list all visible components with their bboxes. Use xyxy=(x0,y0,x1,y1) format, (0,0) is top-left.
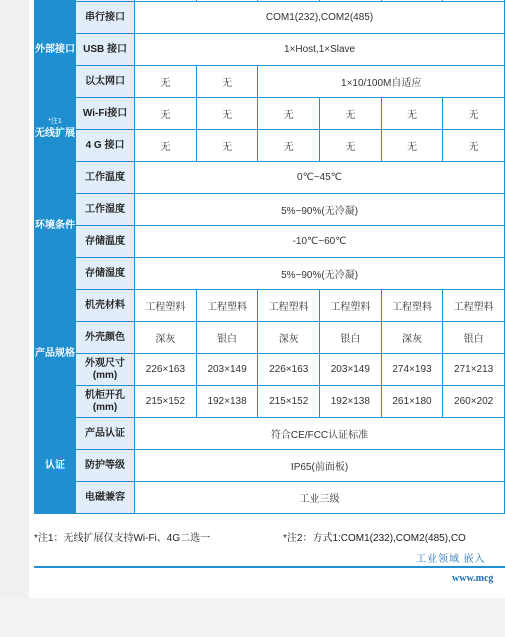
row-ip xyxy=(35,450,505,482)
value-op-hum: 5%~90%(无冷凝) xyxy=(135,194,505,226)
label-size xyxy=(76,354,135,386)
value-size-4: 203×149 xyxy=(320,354,382,386)
label-cutout xyxy=(76,386,135,418)
value-color-2: 银白 xyxy=(196,322,258,354)
value-usb: 1×Host,1×Slave xyxy=(135,34,505,66)
row-size xyxy=(35,354,505,386)
label-wifi: Wi-Fi接口 xyxy=(76,98,135,130)
group-wireless-label: 无线扩展 xyxy=(35,128,75,139)
row-ethernet xyxy=(35,66,505,98)
label-cert: 产品认证 xyxy=(76,418,135,450)
value-ethernet-1: 无 xyxy=(135,66,197,98)
value-wifi-4: 无 xyxy=(320,98,382,130)
left-margin-strip xyxy=(0,0,29,637)
value-material-5: 工程塑料 xyxy=(381,290,443,322)
value-material-6: 工程塑料 xyxy=(443,290,505,322)
value-ethernet-2: 无 xyxy=(196,66,258,98)
value-4g-5: 无 xyxy=(381,130,443,162)
value-wifi-3: 无 xyxy=(258,98,320,130)
footer-divider xyxy=(34,566,505,568)
value-wifi-2: 无 xyxy=(196,98,258,130)
label-material: 机壳材料 xyxy=(76,290,135,322)
value-size-5: 274×193 xyxy=(381,354,443,386)
value-material-2: 工程塑料 xyxy=(196,290,258,322)
footnote-2: *注2：方式1:COM1(232),COM2(485),CO xyxy=(283,533,466,544)
footer-url: www.mcg xyxy=(452,573,494,584)
page-bottom-margin xyxy=(0,598,505,637)
group-environment: 环境条件 xyxy=(35,162,76,290)
footnote-1: *注1：无线扩展仅支持Wi-Fi、4G二选一 xyxy=(34,533,211,544)
value-4g-4: 无 xyxy=(320,130,382,162)
value-cutout-1: 215×152 xyxy=(135,386,197,418)
value-wifi-1: 无 xyxy=(135,98,197,130)
label-emc: 电磁兼容 xyxy=(76,482,135,514)
value-color-1: 深灰 xyxy=(135,322,197,354)
value-ip: IP65(前面板) xyxy=(135,450,505,482)
spec-table xyxy=(34,0,505,514)
value-4g-1: 无 xyxy=(135,130,197,162)
label-op-hum: 工作湿度 xyxy=(76,194,135,226)
label-size-unit: (mm) xyxy=(92,369,118,381)
value-size-3: 226×163 xyxy=(258,354,320,386)
value-color-6: 银白 xyxy=(443,322,505,354)
value-material-3: 工程塑料 xyxy=(258,290,320,322)
value-4g-6: 无 xyxy=(443,130,505,162)
footer-tagline: 工业领域 嵌入 xyxy=(416,554,486,565)
row-st-hum xyxy=(35,258,505,290)
value-op-temp: 0℃~45℃ xyxy=(135,162,505,194)
label-cutout-main: 机柜开孔 xyxy=(85,389,126,401)
value-4g-2: 无 xyxy=(196,130,258,162)
value-cutout-2: 192×138 xyxy=(196,386,258,418)
row-material xyxy=(35,290,505,322)
value-cutout-6: 260×202 xyxy=(443,386,505,418)
label-op-temp: 工作温度 xyxy=(76,162,135,194)
value-material-4: 工程塑料 xyxy=(320,290,382,322)
row-cert xyxy=(35,418,505,450)
value-size-2: 203×149 xyxy=(196,354,258,386)
label-ip: 防护等级 xyxy=(76,450,135,482)
value-ethernet-rest: 1×10/100M自适应 xyxy=(258,66,505,98)
value-emc: 工业三级 xyxy=(135,482,505,514)
row-cutout xyxy=(35,386,505,418)
row-serial xyxy=(35,2,505,34)
group-wireless-note: *注1 xyxy=(48,118,62,125)
value-cert: 符合CE/FCC认证标准 xyxy=(135,418,505,450)
value-wifi-6: 无 xyxy=(443,98,505,130)
group-wireless xyxy=(35,98,76,162)
value-cutout-3: 215×152 xyxy=(258,386,320,418)
value-cutout-4: 192×138 xyxy=(320,386,382,418)
row-op-temp xyxy=(35,162,505,194)
value-size-6: 271×213 xyxy=(443,354,505,386)
row-emc xyxy=(35,482,505,514)
label-serial: 串行接口 xyxy=(76,2,135,34)
label-cutout-unit: (mm) xyxy=(92,401,118,413)
row-st-temp xyxy=(35,226,505,258)
group-interfaces: 外部接口 xyxy=(35,2,76,98)
group-product: 产品规格 xyxy=(35,290,76,418)
value-st-hum: 5%~90%(无冷凝) xyxy=(135,258,505,290)
value-wifi-5: 无 xyxy=(381,98,443,130)
value-color-4: 银白 xyxy=(320,322,382,354)
row-4g xyxy=(35,130,505,162)
value-cutout-5: 261×180 xyxy=(381,386,443,418)
row-usb xyxy=(35,34,505,66)
value-color-5: 深灰 xyxy=(381,322,443,354)
label-st-temp: 存储温度 xyxy=(76,226,135,258)
label-4g: 4 G 接口 xyxy=(76,130,135,162)
value-serial: COM1(232),COM2(485) xyxy=(135,2,505,34)
value-material-1: 工程塑料 xyxy=(135,290,197,322)
value-st-temp: -10℃~60℃ xyxy=(135,226,505,258)
value-color-3: 深灰 xyxy=(258,322,320,354)
group-certification: 认证 xyxy=(35,418,76,514)
row-color xyxy=(35,322,505,354)
value-4g-3: 无 xyxy=(258,130,320,162)
value-size-1: 226×163 xyxy=(135,354,197,386)
label-size-main: 外观尺寸 xyxy=(85,357,126,369)
row-wifi xyxy=(35,98,505,130)
label-color: 外壳颜色 xyxy=(76,322,135,354)
label-st-hum: 存储湿度 xyxy=(76,258,135,290)
row-op-hum xyxy=(35,194,505,226)
label-usb: USB 接口 xyxy=(76,34,135,66)
label-ethernet: 以太网口 xyxy=(76,66,135,98)
